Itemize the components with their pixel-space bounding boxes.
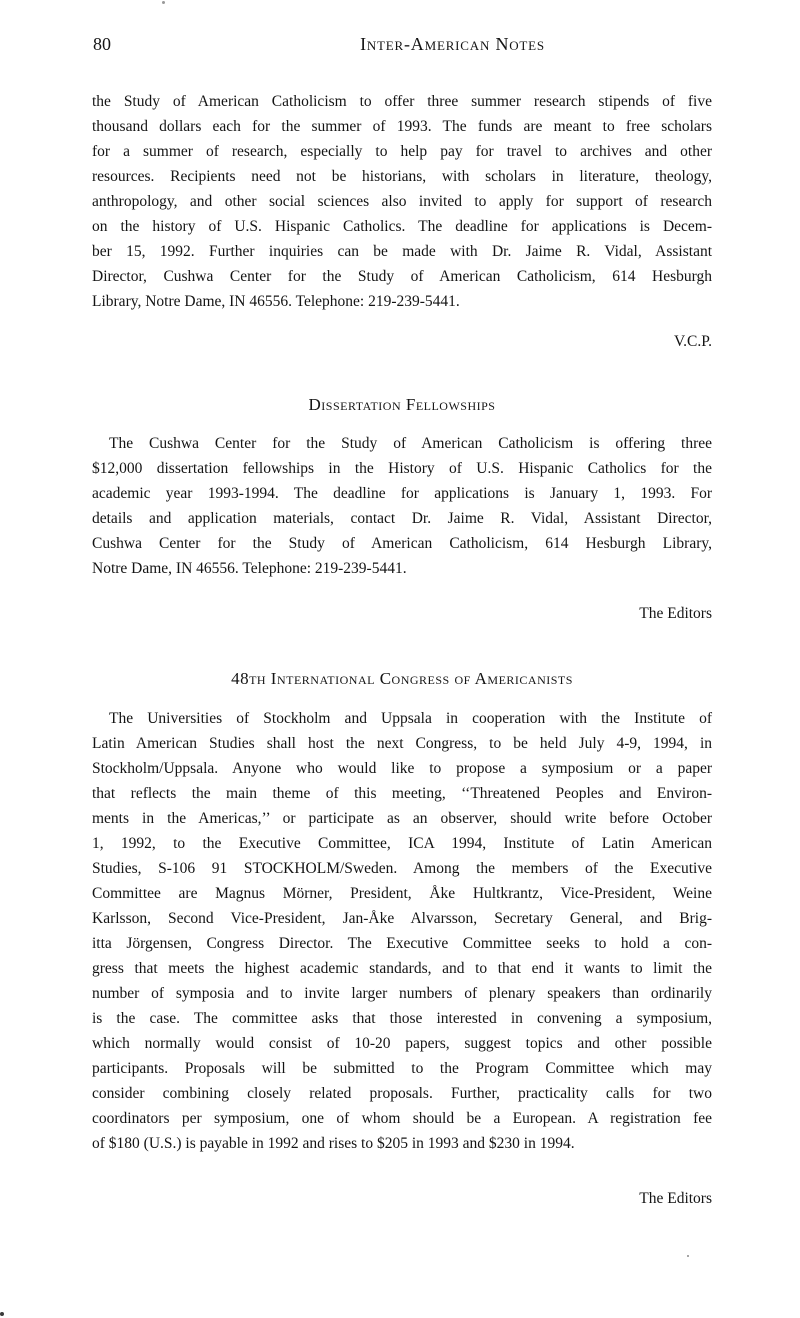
text-line: Studies, S-106 91 STOCKHOLM/Sweden. Among the members of the Executive [92, 860, 712, 877]
section-2-paragraph [92, 431, 712, 581]
section-1-paragraph [92, 89, 712, 314]
section-3-heading: 48th International Congress of Americanists [231, 669, 573, 688]
text-line: thousand dollars each for the summer of 1993. The funds are meant to free scholars [92, 118, 712, 135]
text-line: ments in the Americas,’’ or participate as an observer, should write before October [92, 810, 712, 827]
text-line: details and application materials, contact Dr. Jaime R. Vidal, Assistant Director, [92, 510, 712, 527]
text-line: Latin American Studies shall host the next Congress, to be held July 4-9, 1994, in [92, 735, 712, 752]
text-line: Cushwa Center for the Study of American Catholicism, 614 Hesburgh Library, [92, 535, 712, 552]
text-line: academic year 1993-1994. The deadline for applications is January 1, 1993. For [92, 485, 712, 502]
text-line: is the case. The committee asks that those interested in convening a symposium, [92, 1010, 712, 1027]
text-line: 1, 1992, to the Executive Committee, ICA 1994, Institute of Latin American [92, 835, 712, 852]
page-number: 80 [93, 34, 111, 54]
text-line: consider combining closely related proposals. Further, practicality calls for two [92, 1085, 712, 1102]
text-line: the Study of American Catholicism to offer three summer research stipends of five [92, 93, 712, 110]
text-line: itta Jörgensen, Congress Director. The Executive Committee seeks to hold a con- [92, 935, 712, 952]
text-line: that reflects the main theme of this meeting, ‘‘Threatened Peoples and Environ- [92, 785, 712, 802]
scan-speck [687, 1255, 689, 1257]
text-line: number of symposia and to invite larger numbers of plenary speakers than ordinarily [92, 985, 712, 1002]
text-line: ber 15, 1992. Further inquiries can be made with Dr. Jaime R. Vidal, Assistant [92, 243, 712, 260]
text-line: of $180 (U.S.) is payable in 1992 and rises to $205 in 1993 and $230 in 1994. [92, 1135, 575, 1152]
scan-speck [0, 1312, 4, 1316]
section-2-signature: The Editors [639, 605, 712, 622]
text-line: anthropology, and other social sciences also invited to apply for support of research [92, 193, 712, 210]
text-line: Notre Dame, IN 46556. Telephone: 219-239-5441. [92, 560, 407, 577]
text-line: for a summer of research, especially to help pay for travel to archives and other [92, 143, 712, 160]
section-3-paragraph [92, 706, 712, 1156]
scan-speck [162, 1, 165, 4]
text-line: Committee are Magnus Mörner, President, Åke Hultkrantz, Vice-President, Weine [92, 885, 712, 902]
text-line: The Cushwa Center for the Study of American Catholicism is offering three [109, 435, 712, 452]
text-line: Stockholm/Uppsala. Anyone who would like to propose a symposium or a paper [92, 760, 712, 777]
text-line: resources. Recipients need not be historians, with scholars in literature, theology, [92, 168, 712, 185]
text-line: which normally would consist of 10-20 papers, suggest topics and other possible [92, 1035, 712, 1052]
text-line: Library, Notre Dame, IN 46556. Telephone: 219-239-5441. [92, 293, 460, 310]
text-line: participants. Proposals will be submitted to the Program Committee which may [92, 1060, 712, 1077]
section-1-signature: V.C.P. [673, 333, 712, 350]
text-line: coordinators per symposium, one of whom should be a European. A registration fee [92, 1110, 712, 1127]
running-head: Inter-American Notes [360, 34, 545, 54]
text-line: $12,000 dissertation fellowships in the History of U.S. Hispanic Catholics for the [92, 460, 712, 477]
section-3-signature: The Editors [639, 1190, 712, 1207]
text-line: The Universities of Stockholm and Uppsala in cooperation with the Institute of [109, 710, 712, 727]
text-line: Karlsson, Second Vice-President, Jan-Åke Alvarsson, Secretary General, and Brig- [92, 910, 712, 927]
text-line: gress that meets the highest academic standards, and to that end it wants to limit the [92, 960, 712, 977]
text-line: on the history of U.S. Hispanic Catholics. The deadline for applications is Decem- [92, 218, 712, 235]
section-2-heading: Dissertation Fellowships [308, 395, 496, 414]
text-line: Director, Cushwa Center for the Study of American Catholicism, 614 Hesburgh [92, 268, 712, 285]
